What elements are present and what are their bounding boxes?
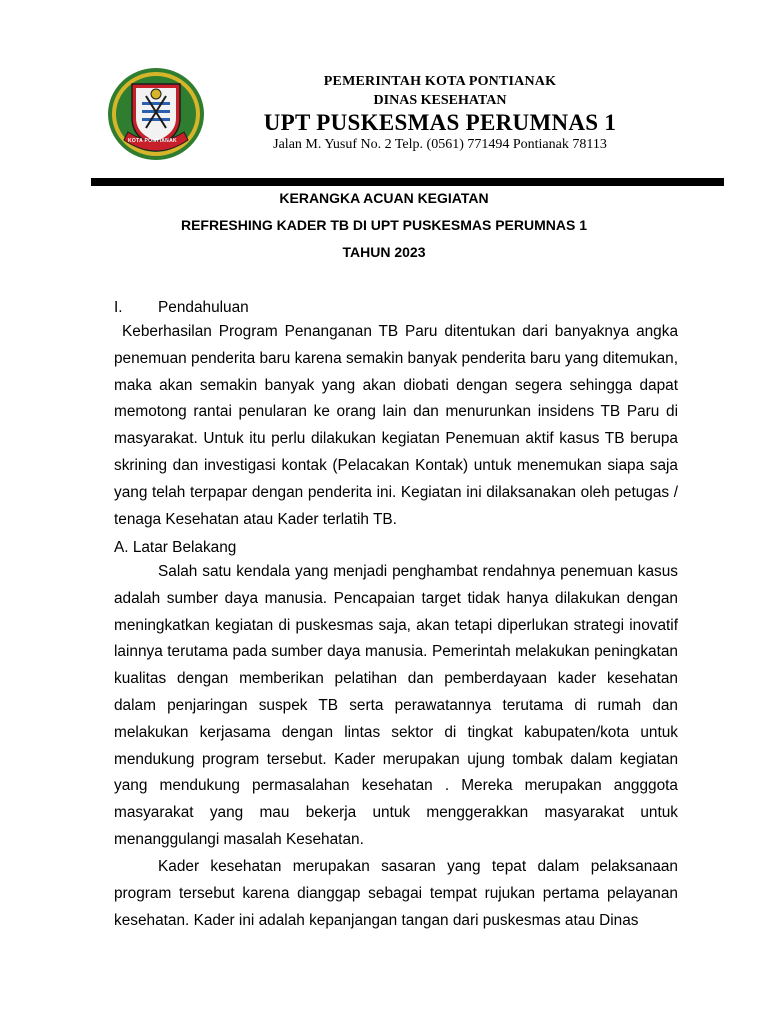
paragraph-text: Kader kesehatan merupakan sasaran yang tepat dalam pelaksanaan program tersebut karena dianggap sebagai tempat rujukan pertama pelayanan kesehatan. Kader ini adalah kepanjangan tangan dari puskesmas atau Dinas — [114, 858, 678, 929]
paragraph-text: Salah satu kendala yang menjadi penghambat rendahnya penemuan kasus adalah sumber daya manusia. Pencapaian target tidak hanya dilakukan dengan meningkatkan kegiatan di puskesmas saja, akan tetapi diperlukan strategi inovatif lainnya terutama pada sumber daya manusia. Pemerintah melakukan peningkatan kualitas dengan memberikan pelatihan dan pemberdayaan kader kesehatan dalam penjaringan suspek TB serta perawatannya terutama di rumah dan melakukan kerjasama dengan lintas sektor di tingkat kabupaten/kota untuk mendukung program tersebut. Kader merupakan ujung tombak dalam kegiatan yang mendukung permasalahan kesehatan . Mereka merupakan angggota masyarakat yang mau bekerja untuk menggerakkan masyarakat untuk menanggulangi masalah Kesehatan. — [114, 563, 678, 848]
document-title: KERANGKA ACUAN KEGIATAN — [279, 190, 489, 206]
background-paragraph-2 — [114, 854, 678, 934]
letterhead-institution: UPT PUSKESMAS PERUMNAS 1 — [263, 110, 617, 135]
paragraph-text: Keberhasilan Program Penanganan TB Paru ditentukan dari banyaknya angka penemuan penderita baru karena semakin banyak penderita baru yang ditemukan, maka akan semakin banyak yang akan diobati dengan segera sehingga dapat memotong rantai penularan ke orang lain dan menurunkan insidens TB Paru di masyarakat. Untuk itu perlu dilakukan kegiatan Penemuan aktif kasus TB berupa skrining dan investigasi kontak (Pelacakan Kontak) untuk menemukan siapa saja yang telah terpapar dengan penderita ini. Kegiatan ini dilaksanakan oleh petugas / tenaga Kesehatan atau Kader terlatih TB. — [114, 323, 678, 528]
logo-ribbon-text: KOTA PONTIANAK — [128, 138, 177, 144]
section-heading-background: A. Latar Belakang — [114, 539, 237, 556]
introduction-paragraph — [114, 319, 678, 533]
background-paragraph-1 — [114, 559, 678, 854]
document-year: TAHUN 2023 — [342, 244, 426, 260]
letterhead-divider — [91, 178, 724, 186]
section-number: I. — [114, 299, 123, 316]
letterhead-government: PEMERINTAH KOTA PONTIANAK — [323, 74, 557, 89]
document-subtitle: REFRESHING KADER TB DI UPT PUSKESMAS PERUMNAS 1 — [180, 217, 588, 233]
pontianak-emblem-logo — [106, 66, 206, 162]
letterhead-department: DINAS KESEHATAN — [373, 93, 507, 108]
section-heading-introduction — [114, 295, 678, 322]
section-title: Pendahuluan — [158, 299, 249, 316]
letterhead-address: Jalan M. Yusuf No. 2 Telp. (0561) 771494 Pontianak 78113 — [273, 137, 607, 152]
